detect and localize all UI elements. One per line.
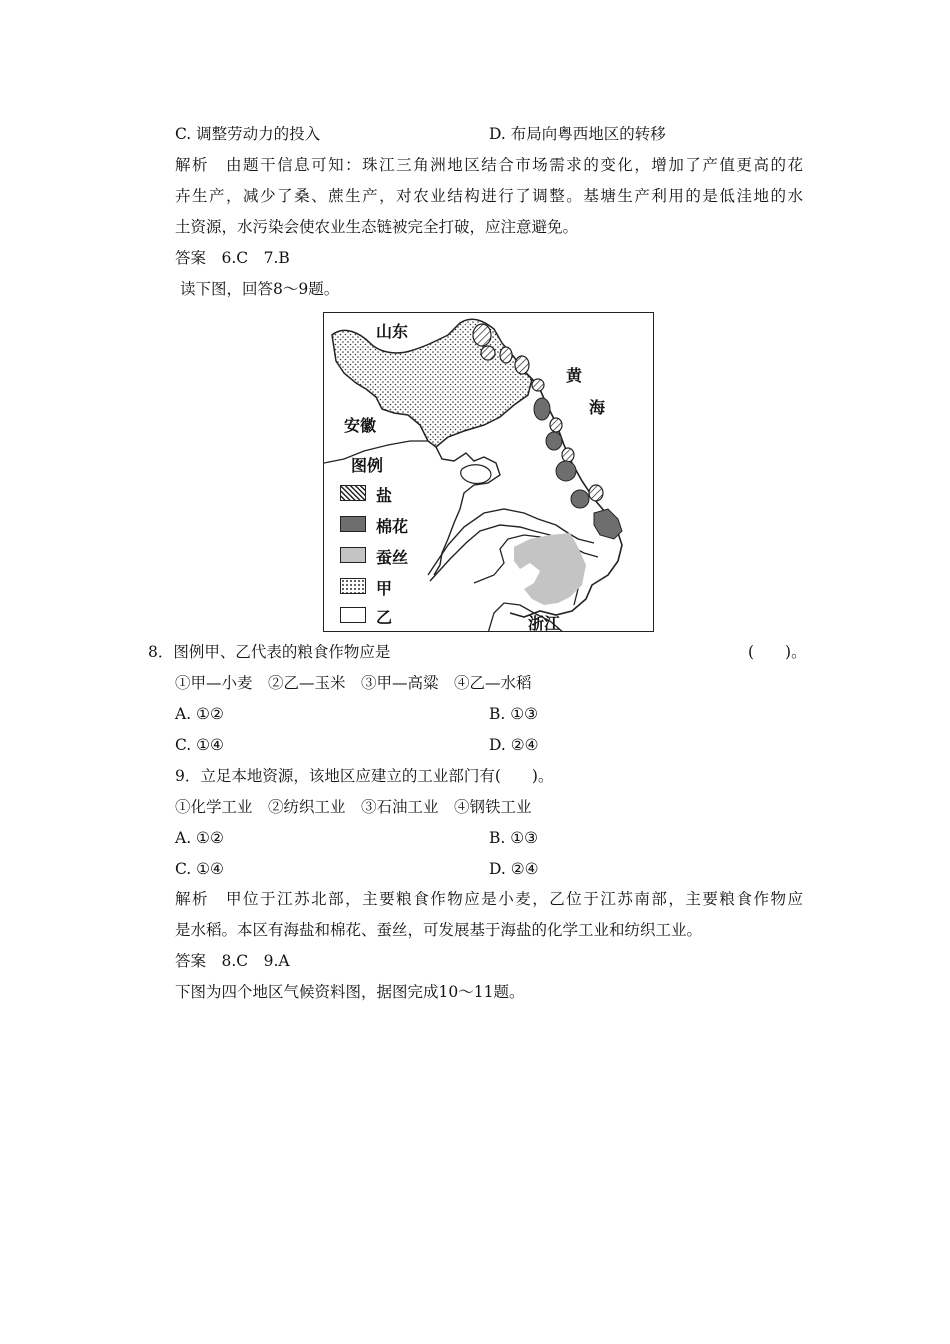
map-label-shandong: 山东 [376,322,409,341]
q8-option-b: B. ①③ [489,705,539,723]
legend-swatch-salt [340,485,366,501]
legend-swatch-yi [340,607,366,623]
legend-title: 图例 [351,456,384,475]
map-label-anhui: 安徽 [344,416,377,435]
answer-8-9: 答案 8.C 9.A [175,952,290,970]
jiangsu-map [323,312,654,632]
q8-stem: 8．图例甲、乙代表的粮食作物应是 [148,643,391,661]
analysis-8-9-line2: 是水稻。本区有海盐和棉花、蚕丝，可发展基于海盐的化学工业和纺织工业。 [175,921,703,939]
legend-label-jia: 甲 [376,579,393,598]
salt-patch-1 [473,324,491,346]
analysis-6-7-line1: 解析 由题干信息可知：珠江三角洲地区结合市场需求的变化，增加了产值更高的花 [175,156,803,174]
q7-option-d: D. 布局向粤西地区的转移 [489,125,666,143]
legend-swatch-jia [340,578,366,594]
analysis-6-7-line2: 卉生产，减少了桑、蔗生产，对农业结构进行了调整。基塘生产利用的是低洼地的水 [175,187,803,205]
map-label-huang: 黄 [566,366,583,385]
region-silk [514,533,586,605]
analysis-6-7-line3: 土资源，水污染会使农业生态链被完全打破，应注意避免。 [175,218,579,236]
salt-patch-8 [589,485,603,501]
lake-small [461,465,491,484]
salt-patch-7 [562,448,574,462]
salt-patch-5 [532,379,544,391]
cotton-patch-2 [546,432,562,450]
q9-option-d: D. ②④ [489,860,539,878]
map-label-zhejiang: 浙江 [528,614,561,632]
legend-label-salt: 盐 [376,486,393,505]
legend-label-yi: 乙 [376,608,393,627]
q8-blank: ( )。 [748,643,807,661]
legend-swatch-cotton [340,516,366,532]
answer-6-7: 答案 6.C 7.B [175,249,290,267]
cotton-patch-3 [556,461,576,481]
legend-swatch-silk [340,547,366,563]
cotton-patch-1 [534,398,550,420]
q9-option-a: A. ①② [175,829,224,847]
q9-stem: 9．立足本地资源，该地区应建立的工业部门有( )。 [175,767,554,785]
analysis-8-9-line1: 解析 甲位于江苏北部，主要粮食作物应是小麦，乙位于江苏南部，主要粮食作物应 [175,890,803,908]
map-label-hai: 海 [589,398,606,417]
q8-items: ①甲—小麦 ②乙—玉米 ③甲—高粱 ④乙—水稻 [175,674,532,692]
q8-option-d: D. ②④ [489,736,539,754]
q9-option-b: B. ①③ [489,829,539,847]
q9-items: ①化学工业 ②纺织工业 ③石油工业 ④钢铁工业 [175,798,532,816]
cotton-patch-5 [594,509,622,539]
intro-8-9: 读下图，回答8～9题。 [180,280,340,298]
salt-patch-4 [515,356,529,374]
q9-option-c: C. ①④ [175,860,224,878]
q8-option-a: A. ①② [175,705,224,723]
intro-10-11: 下图为四个地区气候资料图，据图完成10～11题。 [175,983,525,1001]
salt-patch-2 [481,346,495,360]
legend-label-silk: 蚕丝 [376,548,409,567]
salt-patch-3 [500,347,512,363]
cotton-patch-4 [571,490,589,508]
q7-option-c: C. 调整劳动力的投入 [175,125,321,143]
salt-patch-6 [550,418,562,432]
q8-option-c: C. ①④ [175,736,224,754]
legend-label-cotton: 棉花 [376,517,409,536]
